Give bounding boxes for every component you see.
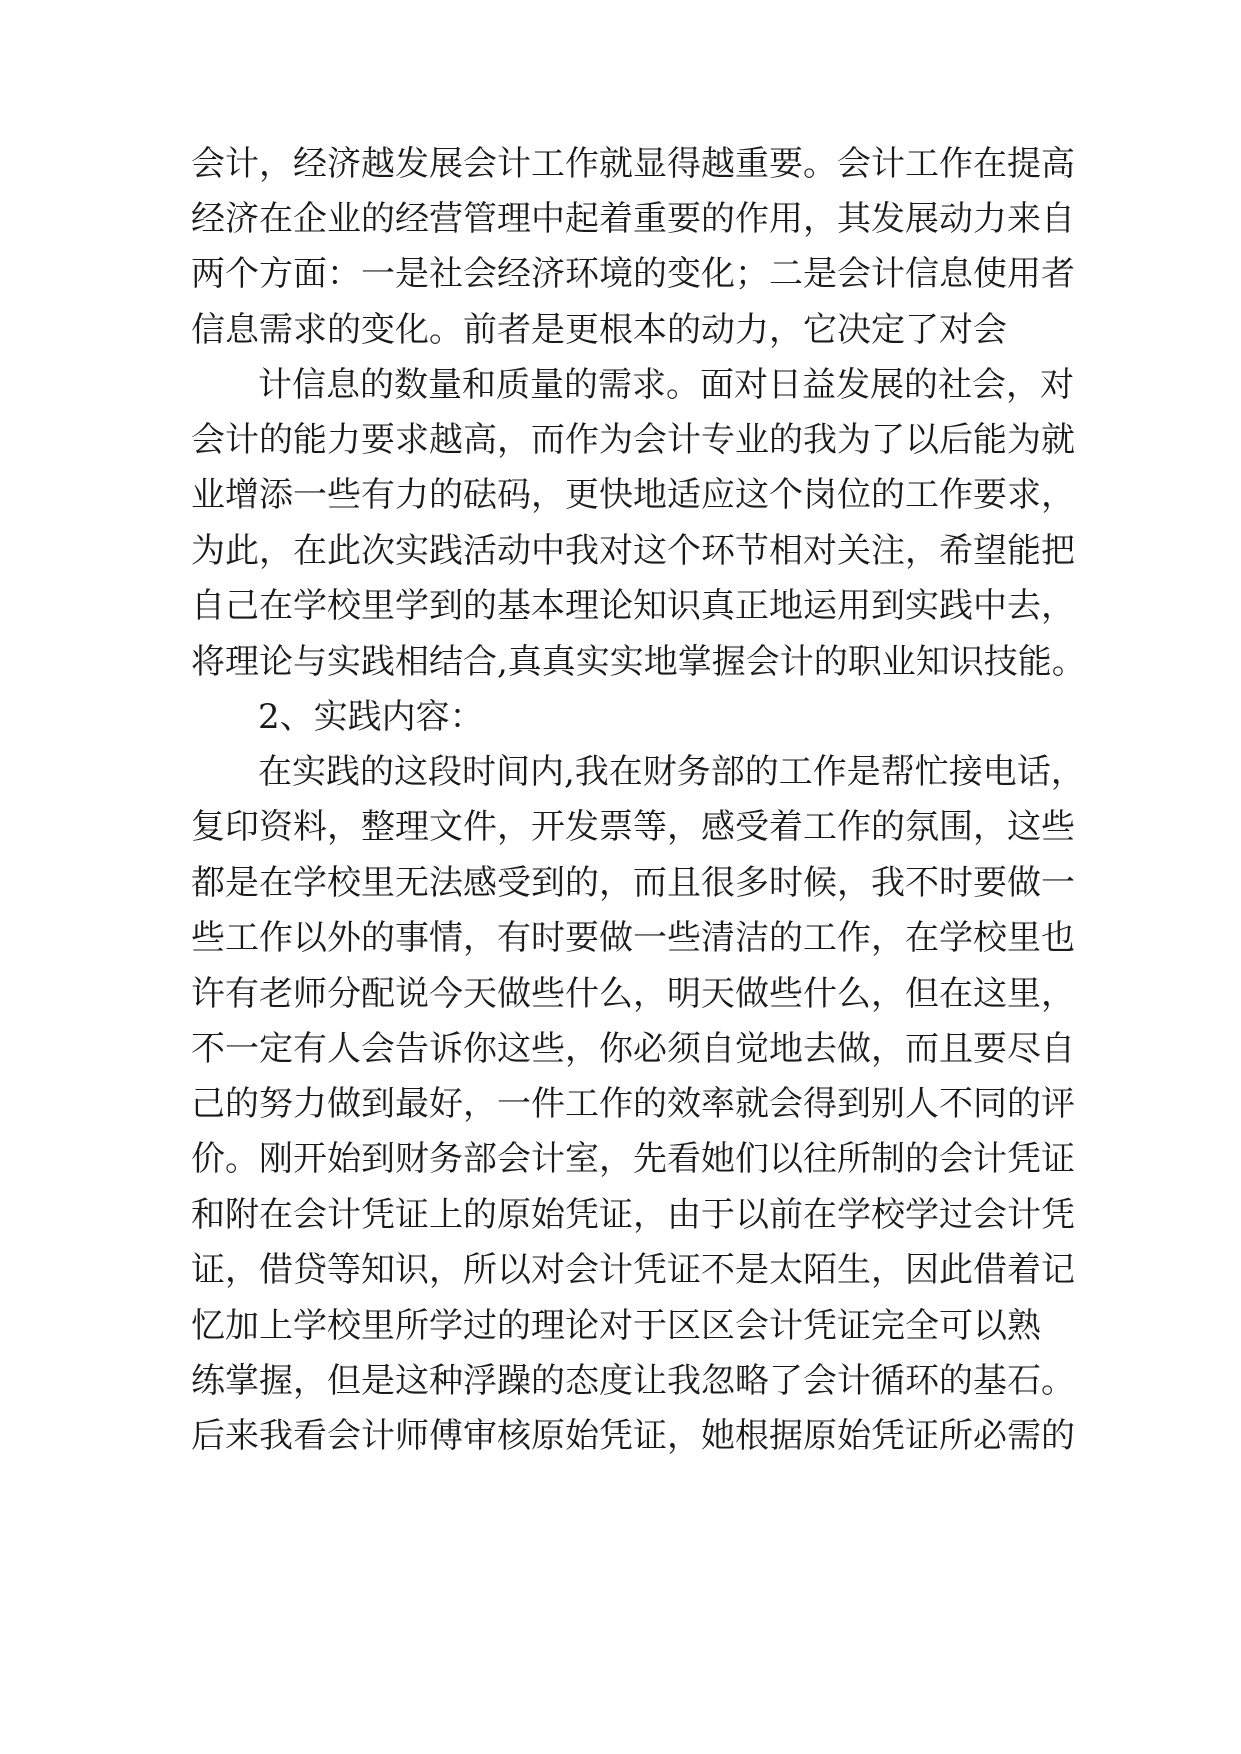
text-line: 证，借贷等知识，所以对会计凭证不是太陌生，因此借着记: [191, 1250, 1075, 1290]
text-line: 复印资料，整理文件，开发票等，感受着工作的氛围，这些: [191, 807, 1075, 847]
text-line: 两个方面：一是社会经济环境的变化；二是会计信息使用者: [191, 254, 1075, 294]
text-line: 价。刚开始到财务部会计室，先看她们以往所制的会计凭证: [191, 1139, 1075, 1179]
text-line: 会计，经济越发展会计工作就显得越重要。会计工作在提高: [191, 144, 1075, 184]
text-line: 己的努力做到最好，一件工作的效率就会得到别人不同的评: [191, 1084, 1075, 1124]
text-line: 和附在会计凭证上的原始凭证，由于以前在学校学过会计凭: [191, 1195, 1075, 1235]
text-line: 不一定有人会告诉你这些，你必须自觉地去做，而且要尽自: [191, 1029, 1075, 1069]
text-line: 许有老师分配说今天做些什么，明天做些什么，但在这里，: [191, 974, 1075, 1014]
text-line: 将理论与实践相结合,真真实实地掌握会计的职业知识技能。: [191, 642, 1086, 682]
text-line: 会计的能力要求越高，而作为会计专业的我为了以后能为就: [191, 420, 1075, 460]
text-line: 练掌握，但是这种浮躁的态度让我忽略了会计循环的基石。: [191, 1361, 1075, 1401]
section-heading: 2、实践内容：: [258, 697, 484, 737]
text-line: 为此，在此次实践活动中我对这个环节相对关注，希望能把: [191, 531, 1075, 571]
text-line: 信息需求的变化。前者是更根本的动力，它决定了对会: [191, 310, 1007, 350]
text-line: 业增添一些有力的砝码，更快地适应这个岗位的工作要求，: [191, 475, 1075, 515]
text-line: 自己在学校里学到的基本理论知识真正地运用到实践中去，: [191, 586, 1075, 626]
text-line: 都是在学校里无法感受到的，而且很多时候，我不时要做一: [191, 863, 1075, 903]
paragraph-first-line: 在实践的这段时间内,我在财务部的工作是帮忙接电话，: [258, 752, 1085, 792]
text-line: 后来我看会计师傅审核原始凭证，她根据原始凭证所必需的: [191, 1416, 1075, 1456]
text-line: 些工作以外的事情，有时要做一些清洁的工作，在学校里也: [191, 918, 1075, 958]
paragraph-first-line: 计信息的数量和质量的需求。面对日益发展的社会，对: [258, 365, 1074, 405]
text-line: 经济在企业的经营管理中起着重要的作用，其发展动力来自: [191, 199, 1075, 239]
text-line: 忆加上学校里所学过的理论对于区区会计凭证完全可以熟: [191, 1306, 1041, 1346]
